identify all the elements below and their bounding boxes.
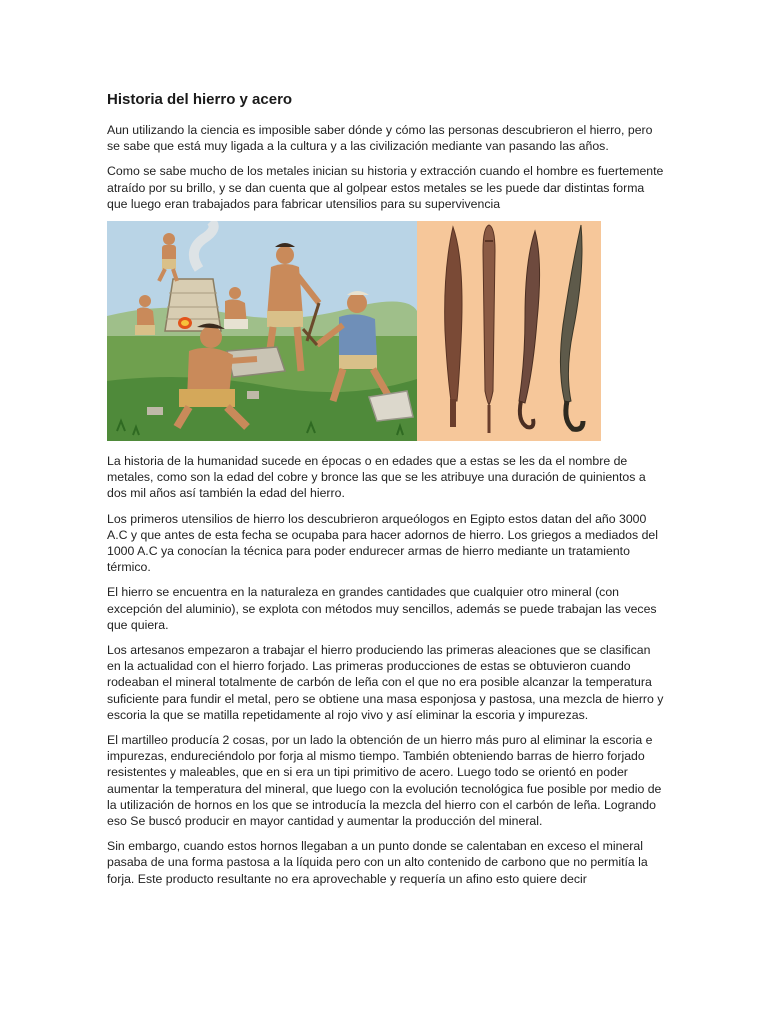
paragraph-6: Los artesanos empezaron a trabajar el hierro produciendo las primeras aleaciones que se clasifican en la actualidad con el hierro forjado. Las primeras producciones de estas se obtuvieron cuando rodeaban el mineral totalmente de carbón de leña con el que no era posible alcanzar la temperatura suficiente para fundir el metal, pero se obtiene una masa esponjosa y pastosa, una mezcla de hierro y escoria la que se matilla repetidamente al rojo vivo y así eliminar la escoria y impurezas. xyxy=(107,643,664,722)
iron-blades-photo xyxy=(417,221,601,441)
paragraph-7: El martilleo producía 2 cosas, por un lado la obtención de un hierro más puro al eliminar la escoria e impurezas, endureciéndolo por forja al mismo tiempo. También obteniendo barras de hierro forjado resistentes y maleables, que en si era un tipi primitivo de acero. Luego todo se orientó en poder aumentar la temperatura del mineral, que luego con la evolución tecnológica fue posible por medio de la utilización de hornos en los que se introducía la mezcla del hierro con el carbón de leña. Logrando eso Se buscó producir en mayor cantidad y aumentar la producción del mineral. xyxy=(107,733,662,829)
paragraph-5: El hierro se encuentra en la naturaleza en grandes cantidades que cualquier otro mineral (con excepción del aluminio), se explota con métodos muy sencillos, además se puede trabajan las veces que quiera. xyxy=(107,585,657,632)
illustration-figure xyxy=(107,221,601,441)
metalworkers-illustration xyxy=(107,221,417,441)
paragraph-4: Los primeros utensilios de hierro los descubrieron arqueólogos en Egipto estos datan del año 3000 A.C y que antes de esta fecha se ocupaba para hacer adornos de hierro. Los griegos a mediados del 1000 A.C ya conocían la técnica para poder endurecer armas de hierro mediante un tratamiento térmico. xyxy=(107,511,658,575)
paragraph-1: Aun utilizando la ciencia es imposible saber dónde y cómo las personas descubrieron el hierro, pero se sabe que está muy ligada a la cultura y a las civilización mediante van pasando las años. xyxy=(107,123,653,154)
paragraph-3: La historia de la humanidad sucede en épocas o en edades que a estas se les da el nombre de metales, como son la edad del cobre y bronce las que se les atribuye una duración de quinientos a dos mil años así también la edad del hierro. xyxy=(107,454,646,501)
page-title: Historia del hierro y acero xyxy=(107,91,293,108)
paragraph-2: Como se sabe mucho de los metales inician su historia y extracción cuando el hombre es fuertemente atraído por su brillo, y se dan cuenta que al golpear estos metales se les puede dar distintas forma que luego eran trabajados para fabricar utensilios para su supervivencia xyxy=(107,164,664,211)
paragraph-8: Sin embargo, cuando estos hornos llegaban a un punto donde se calentaban en exceso el mineral pasaba de una forma pastosa a la líquida pero con un alto contenido de carbono que no permitía la forja. Este producto resultante no era aprovechable y requería un afino esto quiere decir xyxy=(107,839,648,886)
document-body xyxy=(107,90,667,896)
